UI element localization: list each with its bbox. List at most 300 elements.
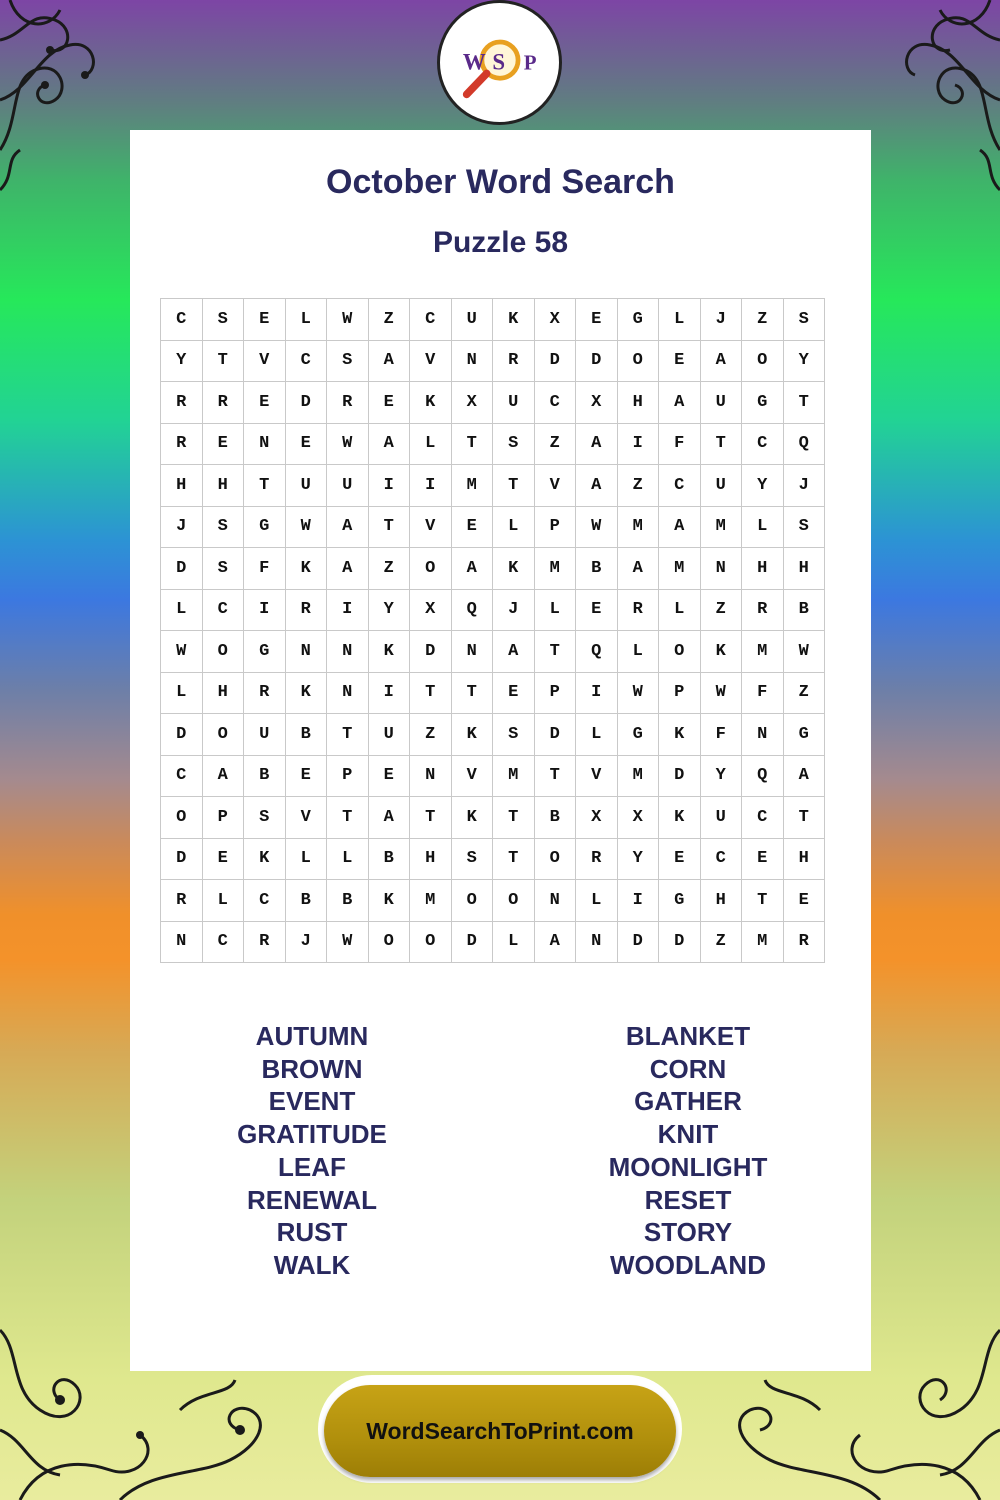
grid-cell: H <box>161 465 203 507</box>
grid-cell: Y <box>700 755 742 797</box>
grid-cell: E <box>202 423 244 465</box>
grid-cell: S <box>202 506 244 548</box>
grid-cell: F <box>742 672 784 714</box>
grid-cell: R <box>161 423 203 465</box>
grid-cell: S <box>327 340 369 382</box>
grid-cell: Y <box>783 340 825 382</box>
grid-row <box>161 548 825 590</box>
grid-cell: U <box>368 714 410 756</box>
grid-cell: A <box>576 423 618 465</box>
grid-cell: Y <box>368 589 410 631</box>
grid-cell: J <box>161 506 203 548</box>
grid-cell: H <box>410 838 452 880</box>
word-list-item: MOONLIGHT <box>608 1151 768 1182</box>
grid-cell: B <box>783 589 825 631</box>
grid-cell: R <box>617 589 659 631</box>
grid-cell: D <box>617 921 659 963</box>
grid-cell: K <box>451 714 493 756</box>
grid-cell: X <box>617 797 659 839</box>
grid-cell: I <box>368 465 410 507</box>
grid-cell: C <box>742 797 784 839</box>
grid-cell: L <box>534 589 576 631</box>
grid-cell: L <box>161 672 203 714</box>
grid-cell: R <box>742 589 784 631</box>
grid-cell: R <box>161 880 203 922</box>
grid-cell: R <box>576 838 618 880</box>
grid-cell: L <box>493 921 535 963</box>
grid-cell: T <box>327 797 369 839</box>
grid-row <box>161 921 825 963</box>
grid-cell: P <box>202 797 244 839</box>
grid-cell: A <box>576 465 618 507</box>
grid-cell: A <box>202 755 244 797</box>
grid-cell: W <box>700 672 742 714</box>
grid-cell: N <box>410 755 452 797</box>
grid-cell: L <box>576 880 618 922</box>
grid-cell: T <box>534 631 576 673</box>
grid-cell: V <box>576 755 618 797</box>
grid-cell: H <box>202 465 244 507</box>
grid-cell: T <box>327 714 369 756</box>
grid-cell: O <box>742 340 784 382</box>
grid-cell: K <box>493 299 535 341</box>
word-list-item: RESET <box>644 1184 732 1215</box>
grid-cell: S <box>493 714 535 756</box>
grid-cell: D <box>534 714 576 756</box>
grid-cell: P <box>327 755 369 797</box>
grid-cell: U <box>700 382 742 424</box>
grid-cell: A <box>327 506 369 548</box>
logo-letter-s: S <box>492 49 506 75</box>
grid-cell: T <box>410 797 452 839</box>
word-list-item: RUST <box>276 1217 348 1248</box>
grid-cell: O <box>161 797 203 839</box>
grid-cell: T <box>493 465 535 507</box>
grid-cell: O <box>493 880 535 922</box>
grid-row <box>161 755 825 797</box>
grid-cell: R <box>285 589 327 631</box>
grid-cell: W <box>327 299 369 341</box>
grid-cell: G <box>742 382 784 424</box>
grid-cell: K <box>700 631 742 673</box>
grid-cell: Z <box>783 672 825 714</box>
grid-cell: C <box>410 299 452 341</box>
grid-cell: T <box>410 672 452 714</box>
grid-cell: E <box>742 838 784 880</box>
grid-cell: H <box>783 548 825 590</box>
grid-cell: D <box>410 631 452 673</box>
grid-cell: E <box>659 838 701 880</box>
grid-cell: H <box>202 672 244 714</box>
grid-cell: Z <box>742 299 784 341</box>
grid-cell: L <box>617 631 659 673</box>
grid-cell: K <box>368 631 410 673</box>
grid-cell: G <box>244 631 286 673</box>
grid-row <box>161 506 825 548</box>
grid-cell: A <box>368 423 410 465</box>
word-list-item: CORN <box>649 1053 727 1084</box>
grid-cell: U <box>700 465 742 507</box>
grid-cell: Y <box>742 465 784 507</box>
grid-cell: A <box>368 340 410 382</box>
grid-cell: J <box>783 465 825 507</box>
grid-cell: S <box>202 548 244 590</box>
grid-cell: V <box>285 797 327 839</box>
grid-cell: Z <box>368 299 410 341</box>
word-list-item: BROWN <box>261 1053 363 1084</box>
grid-cell: O <box>410 548 452 590</box>
grid-cell: W <box>161 631 203 673</box>
grid-cell: N <box>244 423 286 465</box>
grid-cell: R <box>244 672 286 714</box>
grid-cell: O <box>534 838 576 880</box>
grid-cell: B <box>368 838 410 880</box>
word-list-left <box>162 1020 462 1282</box>
grid-cell: F <box>244 548 286 590</box>
grid-cell: D <box>659 921 701 963</box>
grid-cell: X <box>451 382 493 424</box>
grid-cell: D <box>576 340 618 382</box>
grid-cell: Z <box>617 465 659 507</box>
grid-cell: L <box>327 838 369 880</box>
grid-row <box>161 797 825 839</box>
corner-flourish-top-left <box>0 0 140 200</box>
grid-cell: L <box>285 838 327 880</box>
grid-cell: T <box>742 880 784 922</box>
grid-cell: E <box>451 506 493 548</box>
grid-cell: N <box>700 548 742 590</box>
grid-cell: T <box>700 423 742 465</box>
grid-cell: E <box>244 299 286 341</box>
word-list-item: RENEWAL <box>247 1184 377 1215</box>
grid-cell: W <box>576 506 618 548</box>
grid-cell: U <box>244 714 286 756</box>
grid-cell: K <box>244 838 286 880</box>
grid-cell: R <box>161 382 203 424</box>
grid-cell: M <box>659 548 701 590</box>
grid-row <box>161 880 825 922</box>
grid-cell: N <box>451 340 493 382</box>
grid-cell: M <box>617 755 659 797</box>
grid-cell: K <box>451 797 493 839</box>
grid-cell: P <box>534 506 576 548</box>
word-list-item: LEAF <box>278 1151 346 1182</box>
grid-cell: N <box>576 921 618 963</box>
grid-cell: M <box>451 465 493 507</box>
grid-cell: G <box>617 299 659 341</box>
grid-cell: B <box>327 880 369 922</box>
grid-cell: Z <box>368 548 410 590</box>
grid-cell: R <box>202 382 244 424</box>
grid-cell: M <box>742 921 784 963</box>
grid-cell: L <box>659 589 701 631</box>
grid-row <box>161 714 825 756</box>
grid-cell: T <box>244 465 286 507</box>
grid-cell: I <box>368 672 410 714</box>
grid-cell: P <box>659 672 701 714</box>
grid-cell: S <box>244 797 286 839</box>
wsp-logo <box>437 0 562 125</box>
grid-cell: M <box>493 755 535 797</box>
grid-cell: L <box>202 880 244 922</box>
grid-cell: Q <box>576 631 618 673</box>
grid-cell: Y <box>617 838 659 880</box>
grid-cell: L <box>659 299 701 341</box>
grid-cell: D <box>161 548 203 590</box>
grid-cell: Q <box>783 423 825 465</box>
grid-cell: G <box>783 714 825 756</box>
grid-cell: Z <box>700 589 742 631</box>
grid-cell: K <box>493 548 535 590</box>
grid-cell: O <box>202 714 244 756</box>
grid-cell: X <box>576 797 618 839</box>
grid-cell: L <box>161 589 203 631</box>
magnifier-icon <box>440 3 559 122</box>
grid-cell: T <box>451 423 493 465</box>
grid-cell: E <box>285 423 327 465</box>
grid-cell: O <box>368 921 410 963</box>
grid-cell: H <box>700 880 742 922</box>
grid-cell: K <box>368 880 410 922</box>
grid-cell: U <box>327 465 369 507</box>
grid-cell: L <box>576 714 618 756</box>
grid-cell: R <box>327 382 369 424</box>
grid-cell: Z <box>410 714 452 756</box>
grid-cell: A <box>327 548 369 590</box>
grid-cell: Z <box>534 423 576 465</box>
grid-cell: O <box>617 340 659 382</box>
grid-cell: C <box>161 299 203 341</box>
grid-cell: X <box>410 589 452 631</box>
grid-cell: S <box>783 506 825 548</box>
grid-cell: D <box>285 382 327 424</box>
word-list-item: KNIT <box>657 1119 719 1150</box>
grid-cell: W <box>327 921 369 963</box>
grid-cell: D <box>534 340 576 382</box>
grid-cell: E <box>202 838 244 880</box>
grid-cell: V <box>410 506 452 548</box>
grid-cell: W <box>327 423 369 465</box>
grid-cell: U <box>700 797 742 839</box>
grid-row <box>161 589 825 631</box>
grid-cell: N <box>285 631 327 673</box>
grid-cell: K <box>410 382 452 424</box>
grid-cell: A <box>534 921 576 963</box>
grid-cell: E <box>285 755 327 797</box>
grid-cell: T <box>451 672 493 714</box>
letter-grid <box>160 298 825 963</box>
grid-cell: G <box>617 714 659 756</box>
page-title: October Word Search <box>326 163 675 201</box>
grid-cell: T <box>783 797 825 839</box>
grid-row <box>161 423 825 465</box>
grid-cell: X <box>534 299 576 341</box>
grid-cell: C <box>202 589 244 631</box>
grid-cell: C <box>659 465 701 507</box>
grid-cell: J <box>285 921 327 963</box>
grid-cell: C <box>244 880 286 922</box>
word-list-item: GATHER <box>634 1086 742 1117</box>
grid-cell: M <box>534 548 576 590</box>
grid-cell: G <box>659 880 701 922</box>
word-list-item: EVENT <box>268 1086 356 1117</box>
grid-cell: K <box>285 672 327 714</box>
grid-cell: D <box>161 838 203 880</box>
grid-cell: A <box>700 340 742 382</box>
grid-cell: L <box>410 423 452 465</box>
grid-cell: W <box>285 506 327 548</box>
grid-cell: V <box>451 755 493 797</box>
grid-row <box>161 838 825 880</box>
grid-cell: M <box>700 506 742 548</box>
grid-cell: T <box>202 340 244 382</box>
grid-cell: L <box>742 506 784 548</box>
grid-row <box>161 382 825 424</box>
grid-cell: N <box>327 631 369 673</box>
grid-cell: Q <box>451 589 493 631</box>
grid-cell: H <box>617 382 659 424</box>
grid-cell: O <box>659 631 701 673</box>
grid-cell: U <box>451 299 493 341</box>
grid-cell: N <box>451 631 493 673</box>
grid-cell: N <box>534 880 576 922</box>
grid-cell: S <box>202 299 244 341</box>
grid-cell: F <box>659 423 701 465</box>
grid-cell: I <box>410 465 452 507</box>
grid-cell: A <box>451 548 493 590</box>
grid-cell: L <box>493 506 535 548</box>
grid-cell: I <box>244 589 286 631</box>
puzzle-subtitle: Puzzle 58 <box>432 226 569 259</box>
grid-cell: N <box>742 714 784 756</box>
word-list-item: STORY <box>643 1217 733 1248</box>
grid-cell: S <box>783 299 825 341</box>
grid-cell: O <box>451 880 493 922</box>
grid-cell: H <box>742 548 784 590</box>
grid-cell: N <box>327 672 369 714</box>
grid-cell: C <box>700 838 742 880</box>
grid-cell: W <box>617 672 659 714</box>
grid-row <box>161 631 825 673</box>
grid-cell: E <box>576 299 618 341</box>
grid-cell: K <box>285 548 327 590</box>
grid-cell: A <box>659 506 701 548</box>
grid-cell: A <box>783 755 825 797</box>
grid-cell: T <box>783 382 825 424</box>
word-list-item: WALK <box>273 1249 351 1280</box>
grid-cell: N <box>161 921 203 963</box>
grid-cell: I <box>617 880 659 922</box>
grid-cell: K <box>659 797 701 839</box>
grid-cell: S <box>451 838 493 880</box>
grid-cell: T <box>534 755 576 797</box>
grid-cell: M <box>617 506 659 548</box>
grid-cell: C <box>742 423 784 465</box>
grid-cell: C <box>161 755 203 797</box>
word-list-item: WOODLAND <box>610 1249 766 1280</box>
grid-cell: T <box>368 506 410 548</box>
grid-cell: L <box>285 299 327 341</box>
grid-cell: I <box>576 672 618 714</box>
grid-cell: R <box>493 340 535 382</box>
grid-cell: R <box>783 921 825 963</box>
grid-cell: Z <box>700 921 742 963</box>
grid-cell: D <box>161 714 203 756</box>
grid-cell: T <box>493 838 535 880</box>
grid-cell: E <box>493 672 535 714</box>
grid-cell: C <box>285 340 327 382</box>
grid-cell: E <box>368 382 410 424</box>
grid-row <box>161 340 825 382</box>
grid-cell: E <box>783 880 825 922</box>
grid-cell: M <box>410 880 452 922</box>
grid-cell: E <box>244 382 286 424</box>
logo-letter-w: W <box>462 49 486 75</box>
grid-row <box>161 672 825 714</box>
grid-cell: D <box>451 921 493 963</box>
grid-cell: P <box>534 672 576 714</box>
grid-cell: K <box>659 714 701 756</box>
grid-cell: I <box>617 423 659 465</box>
corner-flourish-top-right <box>860 0 1000 200</box>
grid-cell: B <box>576 548 618 590</box>
grid-cell: U <box>285 465 327 507</box>
grid-cell: V <box>534 465 576 507</box>
grid-cell: E <box>576 589 618 631</box>
grid-cell: B <box>534 797 576 839</box>
grid-cell: X <box>576 382 618 424</box>
grid-cell: T <box>493 797 535 839</box>
grid-cell: D <box>659 755 701 797</box>
grid-cell: Y <box>161 340 203 382</box>
grid-cell: U <box>493 382 535 424</box>
grid-cell: A <box>493 631 535 673</box>
grid-cell: R <box>244 921 286 963</box>
grid-cell: B <box>285 714 327 756</box>
logo-letter-p: P <box>523 50 537 75</box>
word-list-item: GRATITUDE <box>237 1119 387 1150</box>
grid-cell: O <box>410 921 452 963</box>
grid-row <box>161 465 825 507</box>
grid-cell: B <box>244 755 286 797</box>
word-list-right <box>538 1020 838 1282</box>
grid-cell: W <box>783 631 825 673</box>
grid-cell: A <box>617 548 659 590</box>
grid-row <box>161 299 825 341</box>
grid-cell: O <box>202 631 244 673</box>
grid-cell: V <box>410 340 452 382</box>
grid-cell: H <box>783 838 825 880</box>
grid-cell: Q <box>742 755 784 797</box>
grid-cell: C <box>534 382 576 424</box>
grid-cell: A <box>368 797 410 839</box>
word-list-item: AUTUMN <box>255 1021 369 1051</box>
grid-cell: C <box>202 921 244 963</box>
word-list-item: BLANKET <box>625 1021 751 1051</box>
grid-cell: G <box>244 506 286 548</box>
grid-cell: I <box>327 589 369 631</box>
grid-cell: V <box>244 340 286 382</box>
grid-cell: S <box>493 423 535 465</box>
grid-cell: E <box>368 755 410 797</box>
site-link-button[interactable]: WordSearchToPrint.com <box>324 1385 676 1477</box>
grid-cell: M <box>742 631 784 673</box>
grid-cell: B <box>285 880 327 922</box>
grid-cell: E <box>659 340 701 382</box>
grid-cell: J <box>700 299 742 341</box>
grid-cell: F <box>700 714 742 756</box>
grid-cell: A <box>659 382 701 424</box>
